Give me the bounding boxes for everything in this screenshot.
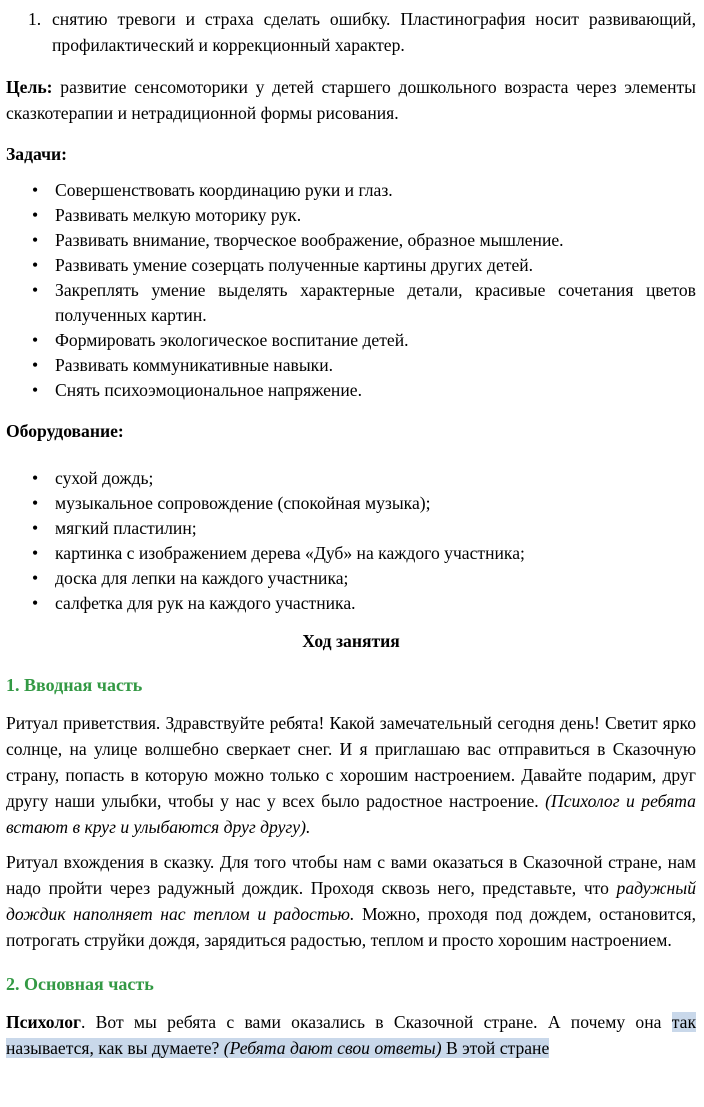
tasks-label: Задачи: (6, 144, 67, 164)
speaker-label: Психолог (6, 1012, 81, 1032)
psychologist-paragraph (6, 1009, 696, 1061)
paragraph-text: Можно, проходя под дождем, остановится, потрогать струйки дождя, зарядиться радостью, теплом и просто хорошим настроением. (6, 904, 696, 950)
selected-text[interactable]: В этой стране (441, 1038, 550, 1058)
selected-stage-direction-italic[interactable]: (Ребята дают свои ответы) (223, 1038, 442, 1058)
goal-text: развитие сенсомоторики у детей старшего дошкольного возраста через элементы сказкотерапии и нетрадиционной формы рисования. (6, 77, 697, 123)
paragraph-text: Ритуал приветствия. Здравствуйте ребята! Какой замечательный сегодня день! Светит ярко солнце, на улице волшебно сверкает снег. И я приглашаю вас отправиться в Сказочную страну, попасть в которую можно только с хорошим настроением. Давайте подарим, друг другу наши улыбки, чтобы у нас у всех было радостное настроение. (6, 713, 696, 811)
equipment-label: Оборудование: (6, 421, 124, 441)
equipment-item: • доска для лепки на каждого участника; (55, 566, 696, 591)
equipment-list (6, 466, 696, 616)
paragraph-text: Ритуал вхождения в сказку. Для того чтобы нам с вами оказаться в Сказочной стране, нам надо пройти через радужный дождик. Проходя сквозь него, представьте, что (6, 852, 696, 898)
course-heading: Ход занятия (302, 631, 400, 651)
section-heading-intro: 1. Вводная часть (6, 675, 143, 695)
task-item: • Развивать внимание, творческое воображение, образное мышление. (55, 228, 696, 253)
equipment-item: • мягкий пластилин; (55, 516, 696, 541)
task-item: • Формировать экологическое воспитание детей. (55, 328, 696, 353)
stage-direction-italic: (Психолог и ребята встают в круг и улыбаются друг другу). (6, 791, 696, 837)
goal-label: Цель: (6, 77, 53, 97)
list-number: 1. (28, 9, 42, 29)
equipment-item: • картинка с изображением дерева «Дуб» на каждого участника; (55, 541, 696, 566)
numbered-list-item (6, 6, 696, 58)
task-item: • Развивать умение созерцать полученные картины других детей. (55, 253, 696, 278)
equipment-item: • салфетка для рук на каждого участника. (55, 591, 696, 616)
paragraph-text: . Вот мы ребята с вами оказались в Сказочной стране. А почему она (80, 1012, 672, 1032)
task-item: • Развивать мелкую моторику рук. (55, 203, 696, 228)
task-item: • Закреплять умение выделять характерные детали, красивые сочетания цветов полученных картин. (55, 278, 696, 328)
tasks-list (6, 178, 696, 403)
numbered-item-text: снятию тревоги и страха сделать ошибку. Пластинография носит развивающий, профилактический и коррекционный характер. (52, 9, 696, 55)
emphasis-italic: радужный дождик наполняет нас теплом и радостью. (6, 878, 696, 924)
section-heading-main: 2. Основная часть (6, 974, 154, 994)
task-item: • Снять психоэмоциональное напряжение. (55, 378, 696, 403)
greeting-ritual-paragraph (6, 710, 696, 840)
selected-text[interactable]: так называется, как вы думаете? (6, 1012, 696, 1058)
equipment-item: • сухой дождь; (55, 466, 696, 491)
goal-paragraph (6, 74, 696, 126)
equipment-item: • музыкальное сопровождение (спокойная музыка); (55, 491, 696, 516)
task-item: • Развивать коммуникативные навыки. (55, 353, 696, 378)
task-item: • Совершенствовать координацию руки и глаз. (55, 178, 696, 203)
entering-tale-paragraph (6, 849, 696, 953)
